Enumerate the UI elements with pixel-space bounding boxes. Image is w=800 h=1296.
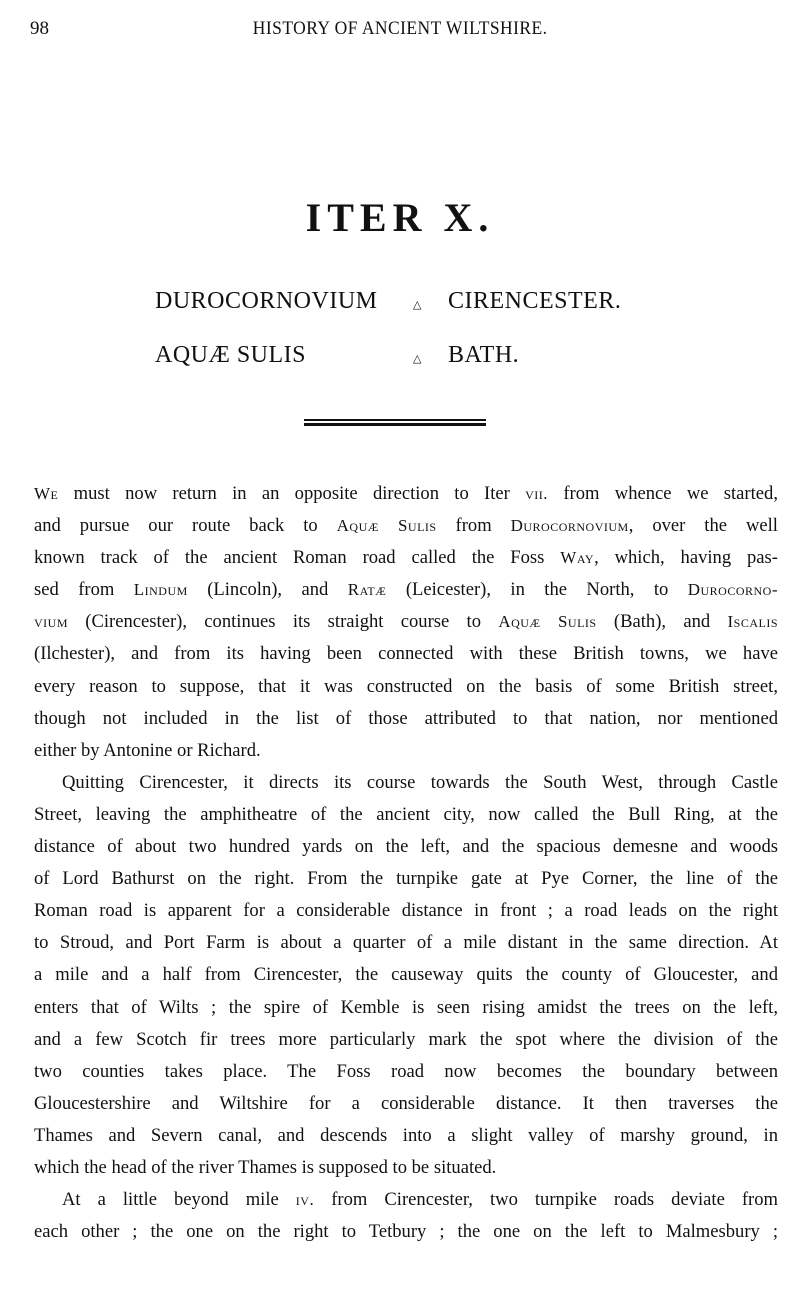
text-line: and pursue our route back to Aquæ Sulis from Durocornovium, over the well [34,515,778,537]
text-line: At a little beyond mile iv. from Cirencester, two turnpike roads deviate from [62,1189,778,1211]
text-line: Quitting Cirencester, it directs its course towards the South West, through Castle [62,771,778,793]
text-line: Street, leaving the amphitheatre of the ancient city, now called the Bull Ring, at the [34,803,778,825]
station-latin-1: DUROCORNOVIUM [155,288,378,314]
running-header [0,10,800,40]
text-line: enters that of Wilts ; the spire of Kemble is seen rising amidst the trees on the left, [34,996,778,1018]
text-line: though not included in the list of those attributed to that nation, nor mentioned [34,707,778,729]
text-line: Gloucestershire and Wiltshire for a considerable distance. It then traverses the [34,1092,778,1114]
text-line: sed from Lindum (Lincoln), and Ratæ (Leicester), in the North, to Durocorno- [34,579,778,601]
delta-icon: △ [413,353,422,365]
double-rule-top [304,419,486,421]
station-modern-1: CIRENCESTER. [448,288,622,314]
text-line: two counties takes place. The Foss road now becomes the boundary between [34,1060,778,1082]
text-line: which the head of the river Thames is supposed to be situated. [34,1156,497,1178]
text-line: either by Antonine or Richard. [34,739,261,761]
station-modern-2: BATH. [448,342,520,368]
body-text [34,478,778,1248]
text-line: of Lord Bathurst on the right. From the turnpike gate at Pye Corner, the line of the [34,868,778,890]
text-line: We must now return in an opposite direction to Iter vii. from whence we started, [34,483,778,504]
page-number: 98 [30,18,49,39]
running-title-text: HISTORY OF ANCIENT WILTSHIRE. [252,18,548,39]
chapter-title: ITER X. [305,195,495,240]
text-line: Roman road is apparent for a considerable distance in front ; a road leads on the right [34,900,778,922]
text-line: distance of about two hundred yards on the left, and the spacious demesne and woods [34,836,778,858]
running-title [0,18,800,40]
double-rule-bottom [304,423,486,426]
station-latin-2: AQUÆ SULIS [155,342,307,368]
text-line: every reason to suppose, that it was constructed on the basis of some British street, [34,675,778,697]
text-line: to Stroud, and Port Farm is about a quarter of a mile distant in the same direction. At [34,932,778,954]
delta-icon: △ [413,299,422,311]
text-line: Thames and Severn canal, and descends into a slight valley of marshy ground, in [34,1124,778,1146]
text-line: known track of the ancient Roman road called the Foss Way, which, having pas- [34,547,778,569]
text-line: (Ilchester), and from its having been connected with these British towns, we have [34,643,778,665]
text-line: and a few Scotch fir trees more particularly mark the spot where the division of the [34,1028,778,1050]
text-line: each other ; the one on the right to Tetbury ; the one on the left to Malmesbury ; [34,1221,778,1243]
text-line: vium (Cirencester), continues its straight course to Aquæ Sulis (Bath), and Iscalis [34,611,778,633]
text-line: a mile and a half from Cirencester, the causeway quits the county of Gloucester, and [34,964,778,986]
